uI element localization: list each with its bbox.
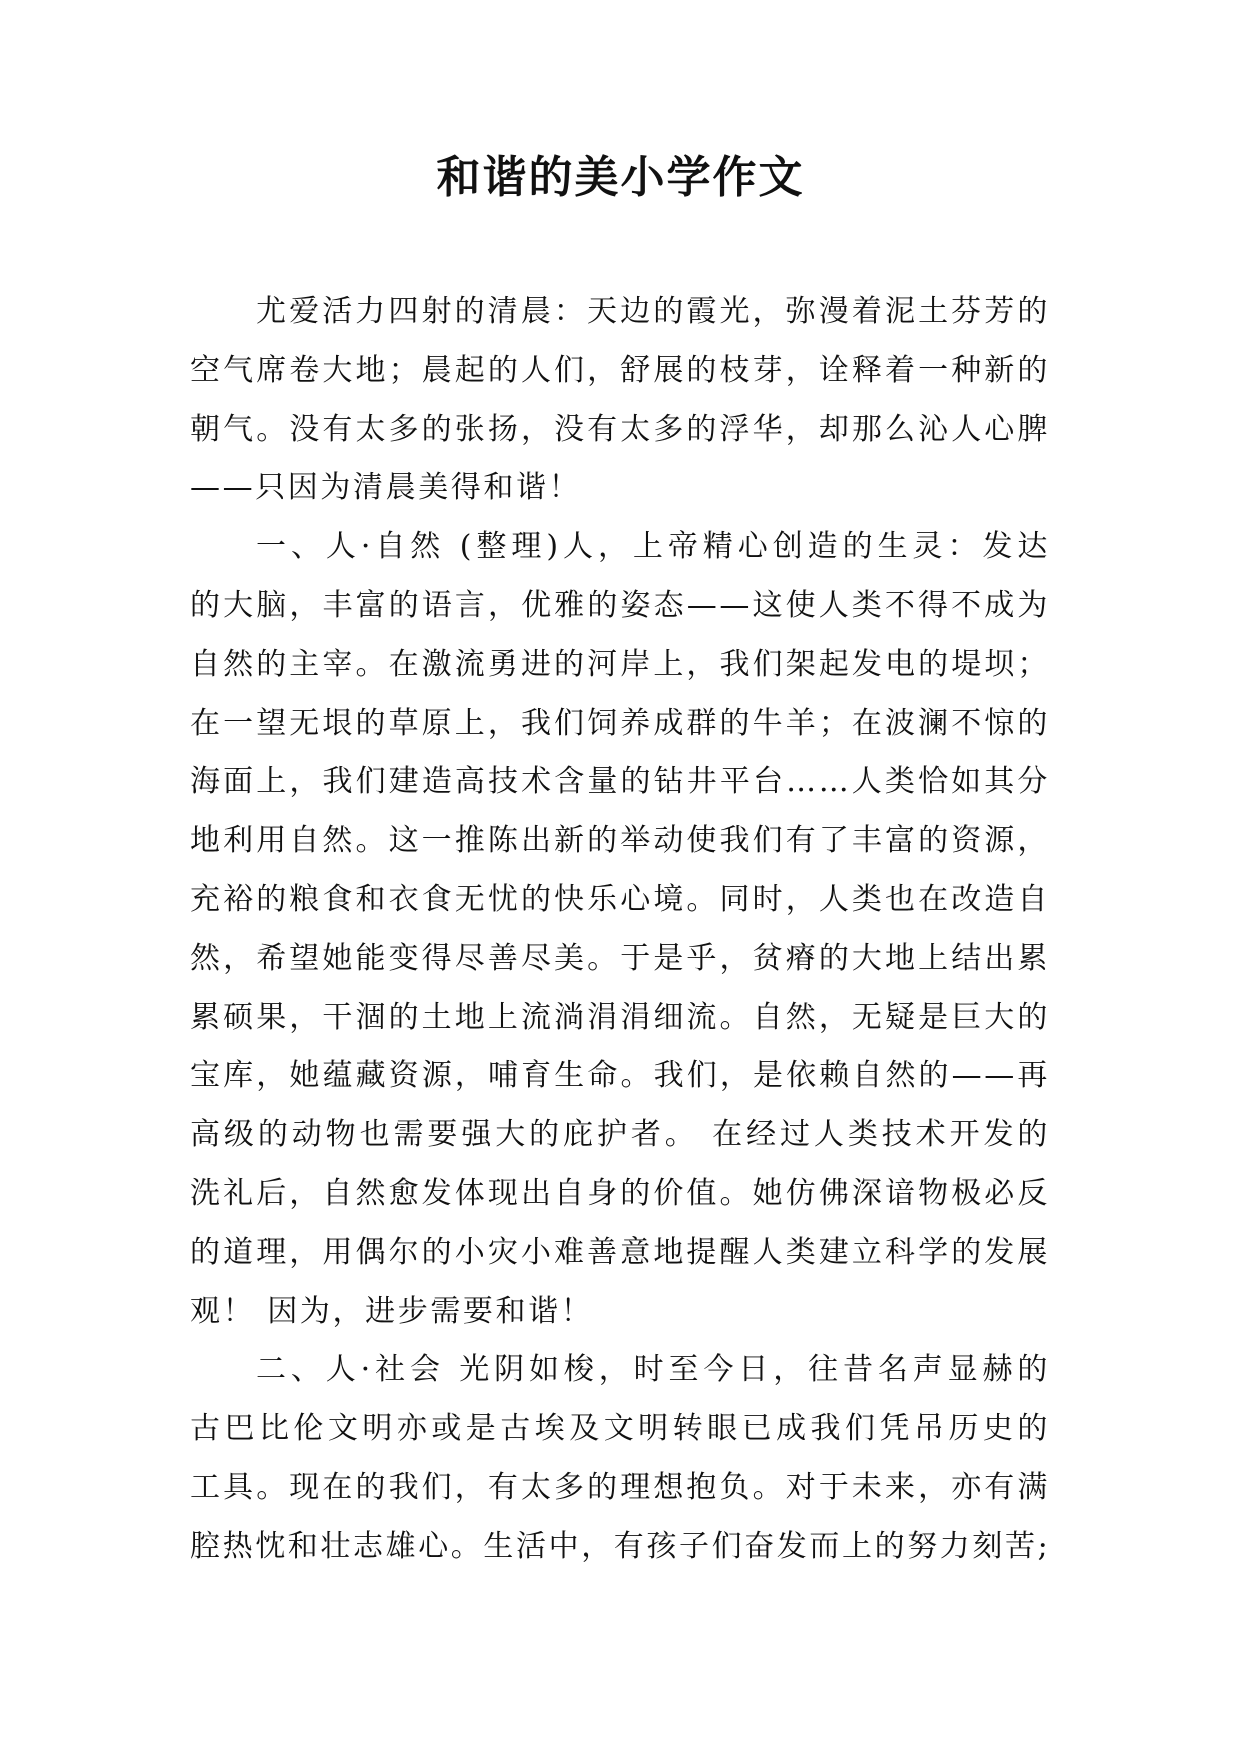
paragraph-line: 的道理，用偶尔的小灾小难善意地提醒人类建立科学的发展 bbox=[190, 1234, 1050, 1270]
paragraph-line: 然，希望她能变得尽善尽美。于是乎，贫瘠的大地上结出累 bbox=[190, 940, 1050, 976]
paragraph-2 bbox=[190, 518, 1050, 1341]
document-body bbox=[190, 283, 1050, 1577]
paragraph-line: 空气席卷大地；晨起的人们，舒展的枝芽，诠释着一种新的 bbox=[190, 352, 1050, 388]
paragraph-line: 在一望无垠的草原上，我们饲养成群的牛羊；在波澜不惊的 bbox=[190, 705, 1050, 741]
paragraph-line: 古巴比伦文明亦或是古埃及文明转眼已成我们凭吊历史的 bbox=[190, 1411, 1050, 1447]
paragraph-line: 自然的主宰。在激流勇进的河岸上，我们架起发电的堤坝； bbox=[190, 646, 1050, 682]
paragraph-line: 海面上，我们建造高技术含量的钻井平台……人类恰如其分 bbox=[190, 764, 1050, 800]
paragraph-line: 一、人·自然 (整理)人，上帝精心创造的生灵：发达 bbox=[256, 529, 1050, 565]
paragraph-line: 高级的动物也需要强大的庇护者。 在经过人类技术开发的 bbox=[190, 1117, 1050, 1153]
paragraph-line: 朝气。没有太多的张扬，没有太多的浮华，却那么沁人心脾 bbox=[190, 411, 1050, 447]
paragraph-line: 地利用自然。这一推陈出新的举动使我们有了丰富的资源， bbox=[190, 823, 1050, 859]
paragraph-line: 尤爱活力四射的清晨：天边的霞光，弥漫着泥土芬芳的 bbox=[256, 294, 1050, 329]
paragraph-line: 洗礼后，自然愈发体现出自身的价值。她仿佛深谙物极必反 bbox=[190, 1175, 1050, 1211]
paragraph-line: 的大脑，丰富的语言，优雅的姿态——这使人类不得不成为 bbox=[190, 587, 1050, 623]
paragraph-3 bbox=[190, 1341, 1050, 1576]
paragraph-line: 二、人·社会 光阴如梭，时至今日，往昔名声显赫的 bbox=[256, 1352, 1050, 1388]
paragraph-line: ——只因为清晨美得和谐！ bbox=[190, 470, 582, 506]
paragraph-line: 腔热忱和壮志雄心。生活中，有孩子们奋发而上的努力刻苦; bbox=[190, 1528, 1051, 1564]
document-title: 和谐的美小学作文 bbox=[436, 152, 805, 203]
paragraph-line: 累硕果，干涸的土地上流淌涓涓细流。自然，无疑是巨大的 bbox=[190, 999, 1050, 1035]
paragraph-1 bbox=[190, 283, 1050, 518]
paragraph-line: 工具。现在的我们，有太多的理想抱负。对于未来，亦有满 bbox=[190, 1469, 1050, 1505]
paragraph-line: 宝库，她蕴藏资源，哺育生命。我们，是依赖自然的——再 bbox=[190, 1058, 1050, 1094]
paragraph-line: 观！ 因为，进步需要和谐！ bbox=[190, 1293, 594, 1329]
paragraph-line: 充裕的粮食和衣食无忧的快乐心境。同时，人类也在改造自 bbox=[190, 881, 1050, 917]
